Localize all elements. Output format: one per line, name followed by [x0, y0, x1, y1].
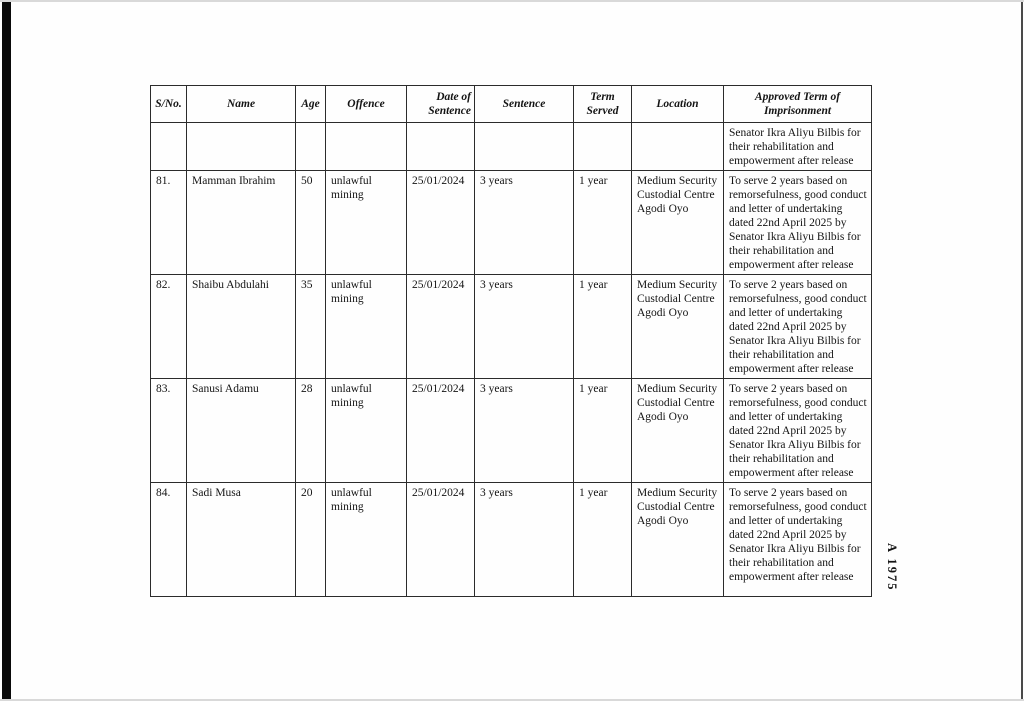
- col-header-age: Age: [296, 86, 326, 123]
- table-row: [151, 275, 872, 379]
- cell-age: 50: [296, 171, 326, 275]
- cell-sno: [151, 123, 187, 171]
- cell-age: 20: [296, 483, 326, 597]
- cell-term-served: 1 year: [574, 171, 632, 275]
- cell-approved-term: To serve 2 years based on remorsefulness, good conduct and letter of undertaking dated 22nd April 2025 by Senator Ikra Aliyu Bilbis for their rehabilitation and empowerment after release: [724, 483, 872, 597]
- col-header-location: Location: [632, 86, 724, 123]
- col-header-sno: S/No.: [151, 86, 187, 123]
- cell-sno: 83.: [151, 379, 187, 483]
- table-row: [151, 379, 872, 483]
- cell-term-served: [574, 123, 632, 171]
- cell-term-served: 1 year: [574, 379, 632, 483]
- folio-number: A 1975: [885, 543, 899, 592]
- cell-offence: unlawful mining: [326, 275, 407, 379]
- table-row: [151, 171, 872, 275]
- cell-location: Medium Security Custodial Centre Agodi Oyo: [632, 275, 724, 379]
- col-header-approved-term: Approved Term of Imprisonment: [724, 86, 872, 123]
- table-row-carryover: [151, 123, 872, 171]
- scan-edge-bar: [2, 0, 11, 701]
- sentencing-table: [150, 85, 872, 597]
- cell-location: Medium Security Custodial Centre Agodi Oyo: [632, 171, 724, 275]
- cell-location: [632, 123, 724, 171]
- cell-sentence: [475, 123, 574, 171]
- cell-sentence: 3 years: [475, 171, 574, 275]
- cell-sno: 82.: [151, 275, 187, 379]
- cell-approved-term: To serve 2 years based on remorsefulness, good conduct and letter of undertaking dated 22nd April 2025 by Senator Ikra Aliyu Bilbis for their rehabilitation and empowerment after release: [724, 379, 872, 483]
- cell-sno: 84.: [151, 483, 187, 597]
- cell-sentence: 3 years: [475, 379, 574, 483]
- col-header-sentence: Sentence: [475, 86, 574, 123]
- cell-name: Mamman Ibrahim: [187, 171, 296, 275]
- col-header-offence: Offence: [326, 86, 407, 123]
- cell-date-of-sentence: 25/01/2024: [407, 171, 475, 275]
- cell-term-served: 1 year: [574, 483, 632, 597]
- cell-location: Medium Security Custodial Centre Agodi Oyo: [632, 379, 724, 483]
- cell-approved-term: To serve 2 years based on remorsefulness, good conduct and letter of undertaking dated 22nd April 2025 by Senator Ikra Aliyu Bilbis for their rehabilitation and empowerment after release: [724, 275, 872, 379]
- cell-approved-term: Senator Ikra Aliyu Bilbis for their rehabilitation and empowerment after release: [724, 123, 872, 171]
- col-header-term-served: Term Served: [574, 86, 632, 123]
- cell-date-of-sentence: 25/01/2024: [407, 275, 475, 379]
- cell-sentence: 3 years: [475, 483, 574, 597]
- col-header-name: Name: [187, 86, 296, 123]
- cell-date-of-sentence: 25/01/2024: [407, 379, 475, 483]
- cell-sno: 81.: [151, 171, 187, 275]
- cell-age: 28: [296, 379, 326, 483]
- scan-edge-line-right: [1021, 0, 1023, 701]
- cell-approved-term: To serve 2 years based on remorsefulness, good conduct and letter of undertaking dated 22nd April 2025 by Senator Ikra Aliyu Bilbis for their rehabilitation and empowerment after release: [724, 171, 872, 275]
- table-row: [151, 483, 872, 597]
- cell-offence: unlawful mining: [326, 379, 407, 483]
- cell-offence: [326, 123, 407, 171]
- cell-name: [187, 123, 296, 171]
- cell-age: 35: [296, 275, 326, 379]
- cell-name: Sadi Musa: [187, 483, 296, 597]
- cell-date-of-sentence: [407, 123, 475, 171]
- cell-age: [296, 123, 326, 171]
- sentencing-table-container: [150, 85, 872, 597]
- cell-date-of-sentence: 25/01/2024: [407, 483, 475, 597]
- cell-name: Shaibu Abdulahi: [187, 275, 296, 379]
- cell-sentence: 3 years: [475, 275, 574, 379]
- cell-term-served: 1 year: [574, 275, 632, 379]
- table-header-row: [151, 86, 872, 123]
- cell-offence: unlawful mining: [326, 483, 407, 597]
- col-header-date-of-sentence: Date of Sentence: [407, 86, 475, 123]
- scan-edge-line-top: [0, 0, 1024, 2]
- cell-location: Medium Security Custodial Centre Agodi Oyo: [632, 483, 724, 597]
- cell-offence: unlawful mining: [326, 171, 407, 275]
- cell-name: Sanusi Adamu: [187, 379, 296, 483]
